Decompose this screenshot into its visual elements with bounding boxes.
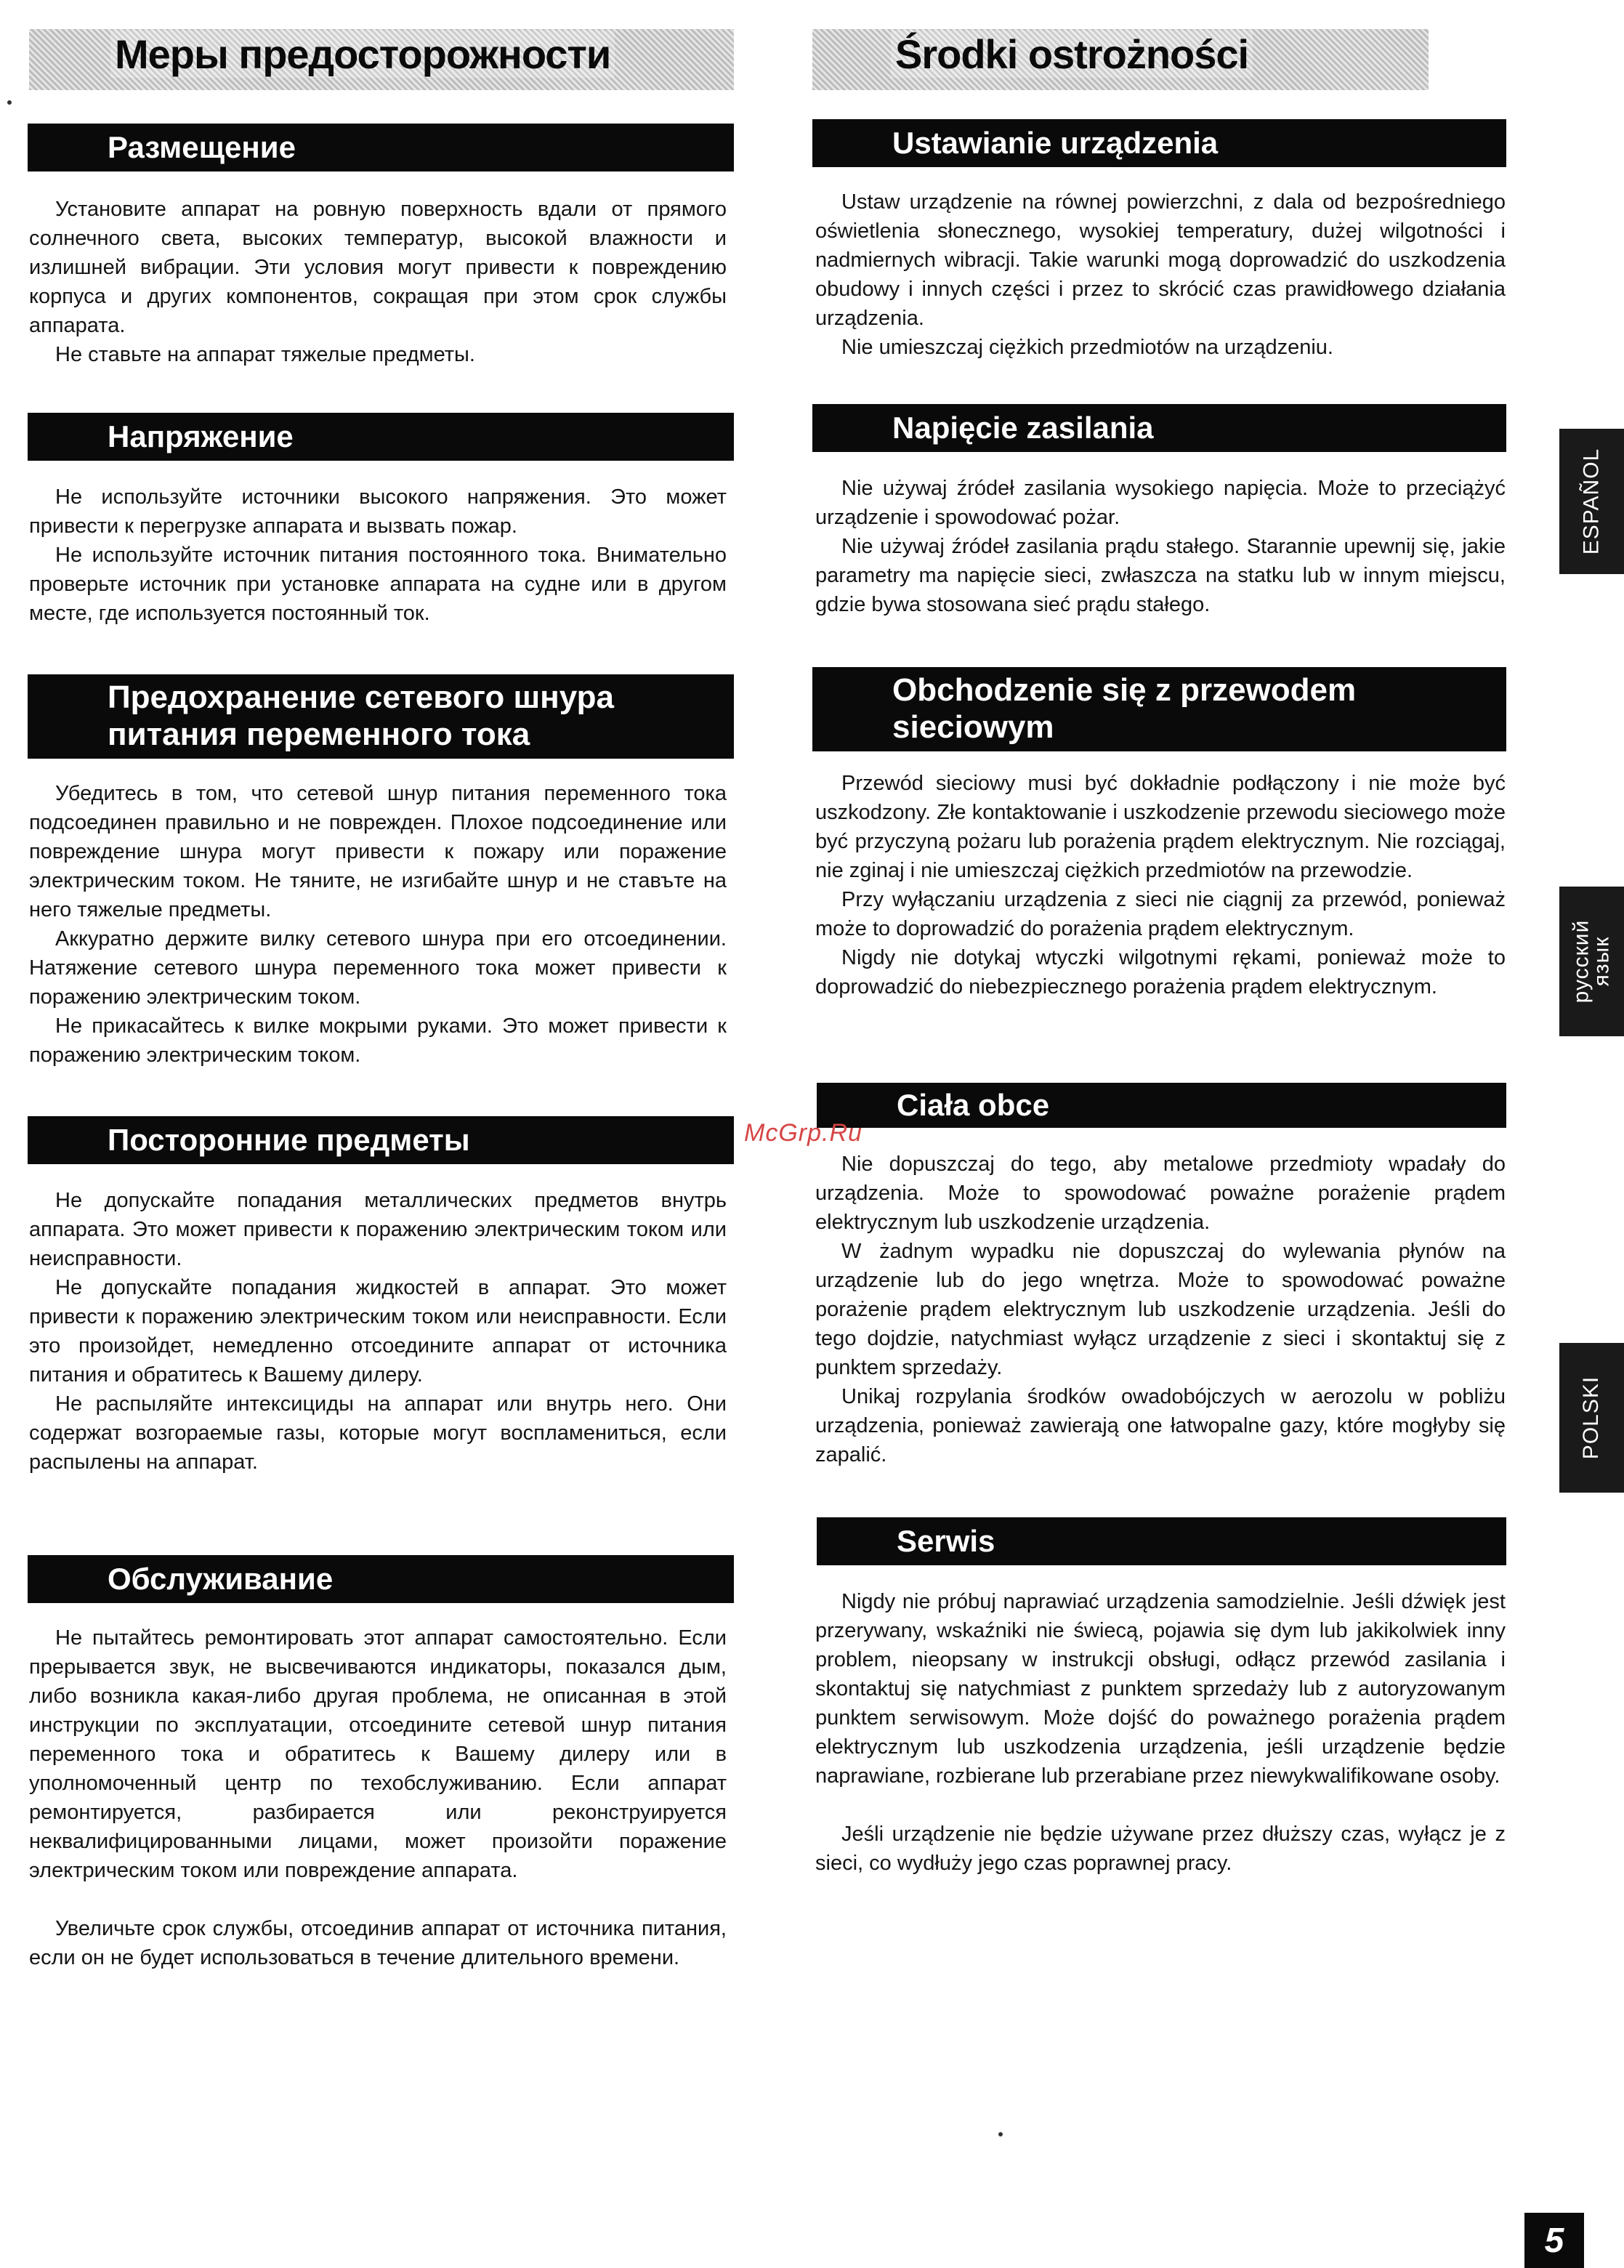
paragraph: Не используйте источники высокого напряжения. Это может привести к перегрузке аппарата и вызвать пожар.: [29, 485, 727, 538]
scan-speck: [998, 2132, 1003, 2136]
paragraph: Nie dopuszczaj do tego, aby metalowe przedmioty wpadały do urządzenia. Może to spowodować poważne porażenie prądem elektrycznym lub uszkodzenie urządzenia.: [815, 1153, 1506, 1234]
page-number: 5: [1524, 2213, 1584, 2268]
paragraph: Nigdy nie próbuj naprawiać urządzenia samodzielnie. Jeśli dźwięk jest przerywany, wskaźniki nie świecą, pojawia się dym lub jakikolwiek inny problem, nieopsany w instrukcji obsługi, odłącz przewód zasilania i skontaktuj się natychmiast z punktem sprzedaży lub z autoryzowanym punktem serwisowym. Może dojść do poważnego porażenia prądem elektrycznym lub uszkodzenia urządzenia, jeśli urządzenie będzie naprawiane, rozbierane lub przerabiane przez niewykwalifikowane osoby.: [815, 1590, 1506, 1788]
paragraph: Przy wyłączaniu urządzenia z sieci nie ciągnij za przewód, ponieważ może to doprowadzić do porażenia prądem elektrycznym.: [815, 888, 1506, 940]
pl-heading-power-cord: Obchodzenie się z przewodem sieciowym: [812, 667, 1506, 751]
ru-section-power-cord: [29, 779, 727, 1070]
paragraph: Не допускайте попадания жидкостей в аппарат. Это может привести к поражению электрическим током или неисправности. Если это произойдет, немедленно отсоедините аппарат от источника питания и обратитесь к Вашему дилеру.: [29, 1276, 727, 1387]
pl-heading-service: Serwis: [817, 1517, 1506, 1565]
pl-heading-voltage: Napięcie zasilania: [812, 404, 1506, 452]
pl-heading-foreign-objects: Ciała obce: [817, 1083, 1506, 1128]
ru-heading-service: Обслуживание: [28, 1555, 734, 1603]
ru-section-service: [29, 1623, 727, 1972]
ru-page-title: Меры предосторожности: [110, 31, 615, 78]
ru-section-foreign-objects: [29, 1186, 727, 1477]
paragraph: Аккуратно держите вилку сетевого шнура при его отсоединении. Натяжение сетевого шнура переменного тока может привести к поражению электрическим током.: [29, 927, 727, 1009]
pl-section-placement: [815, 187, 1506, 362]
pl-title-banner: [812, 29, 1429, 90]
paragraph: Убедитесь в том, что сетевой шнур питания переменного тока подсоединен правильно и не поврежден. Плохое подсоединение или повреждение шнура могут привести к пожару или поражение электрическим током. Не тяните, не изгибайте шнур и не ставъте на него тяжелые предметы.: [29, 782, 727, 921]
paragraph: Przewód sieciowy musi być dokładnie podłączony i nie może być uszkodzony. Złe kontaktowanie i uszkodzenie przewodu sieciowego może być przyczyną pożaru lub porażenia prądem elektrycznym. Nie rozciągaj, nie zginaj i nie umieszczaj ciężkich przedmiotów na przewodzie.: [815, 772, 1506, 882]
pl-section-power-cord: [815, 769, 1506, 1001]
paragraph: Jeśli urządzenie nie będzie używane przez dłuższy czas, wyłącz je z sieci, co wydłuży jego czas poprawnej pracy.: [815, 1823, 1506, 1875]
tab-espanol: ESPAÑOL: [1559, 429, 1624, 574]
paragraph: Увеличьте срок службы, отсоединив аппарат от источника питания, если он не будет использоваться в течение длительного времени.: [29, 1917, 727, 1969]
paragraph: Не допускайте попадания металлических предметов внутрь аппарата. Это может привести к поражению электрическим током или неисправности.: [29, 1189, 727, 1270]
paragraph: Nie umieszczaj ciężkich przedmiotów na urządzeniu.: [841, 336, 1333, 359]
pl-section-service: [815, 1587, 1506, 1878]
ru-heading-power-cord: Предохранение сетевого шнура питания переменного тока: [28, 674, 734, 759]
ru-section-placement: [29, 195, 727, 369]
paragraph: Не прикасайтесь к вилке мокрыми руками. Это может привести к поражению электрическим током.: [29, 1014, 727, 1067]
paragraph: Установите аппарат на ровную поверхность вдали от прямого солнечного света, высоких температур, высокой влажности и излишней вибрации. Эти условия могут привести к повреждению корпуса и других компонентов, сокращая при этом срок службы аппарата.: [29, 198, 727, 337]
paragraph: Не используйте источник питания постоянного тока. Внимательно проверьте источник при установке аппарата на судне или в другом месте, где используется постоянный ток.: [29, 544, 727, 625]
ru-heading-voltage: Напряжение: [28, 413, 734, 461]
watermark: McGrp.Ru: [744, 1119, 863, 1147]
paragraph: Unikaj rozpylania środków owadobójczych w aerozolu w pobliżu urządzenia, ponieważ zawierają one łatwopalne gazy, które mogłyby się zapalić.: [815, 1385, 1506, 1466]
paragraph: Nie używaj źródeł zasilania prądu stałego. Starannie upewnij się, jakie parametry ma napięcie sieci, zwłaszcza na statku lub w innym miejscu, gdzie bywa stosowana sieć prądu stałego.: [815, 535, 1506, 616]
pl-heading-placement: Ustawianie urządzenia: [812, 119, 1506, 167]
ru-heading-foreign-objects: Посторонние предметы: [28, 1116, 734, 1164]
pl-section-foreign-objects: [815, 1150, 1506, 1469]
tab-polski: POLSKI: [1559, 1343, 1624, 1493]
pl-section-voltage: [815, 474, 1506, 619]
paragraph: Nigdy nie dotykaj wtyczki wilgotnymi rękami, ponieważ może to doprowadzić do niebezpiecznego porażenia prądem elektrycznym.: [815, 946, 1506, 998]
ru-title-banner: [29, 29, 734, 90]
paragraph: W żadnym wypadku nie dopuszczaj do wylewania płynów na urządzenie lub do jego wnętrza. Może to spowodować poważne porażenie prądem elektrycznym lub uszkodzenie urządzenia. Jeśli do tego dojdzie, natychmiast wyłącz urządzenie z sieci i skontaktuj się z punktem sprzedaży.: [815, 1240, 1506, 1379]
paragraph: Nie używaj źródeł zasilania wysokiego napięcia. Może to przeciążyć urządzenie i spowodować pożar.: [815, 477, 1506, 529]
paragraph: Не пытайтесь ремонтировать этот аппарат самостоятельно. Если прерывается звук, не высвечиваются индикаторы, показался дым, либо возникла какая-либо другая проблема, не описанная в этой инструкции по эксплуатации, отсоедините сетевой шнур питания переменного тока и обратитесь к Вашему дилеру или в уполномоченный центр по техобслуживанию. Если аппарат ремонтируется, разбирается или реконструируется неквалифицированными лицами, может произойти поражение электрическим током или повреждение аппарата.: [29, 1626, 727, 1882]
paragraph: Не ставьте на аппарат тяжелые предметы.: [55, 343, 475, 366]
ru-heading-placement: Размещение: [28, 124, 734, 171]
tab-russian: русский язык: [1559, 887, 1624, 1036]
paragraph: Не распыляйте интексициды на аппарат или внутрь него. Они содержат возгораемые газы, которые могут воспламениться, если распылены на аппарат.: [29, 1392, 727, 1474]
ru-section-voltage: [29, 483, 727, 628]
paragraph: Ustaw urządzenie na równej powierzchni, z dala od bezpośredniego oświetlenia słonecznego, wysokiej temperatury, dużej wilgotności i nadmiernych wibracji. Takie warunki mogą doprowadzić do uszkodzenia obudowy i innych części i przez to skrócić czas prawidłowego działania urządzenia.: [815, 190, 1506, 330]
pl-page-title: Środki ostrożności: [891, 31, 1253, 78]
scan-speck: [7, 100, 12, 105]
